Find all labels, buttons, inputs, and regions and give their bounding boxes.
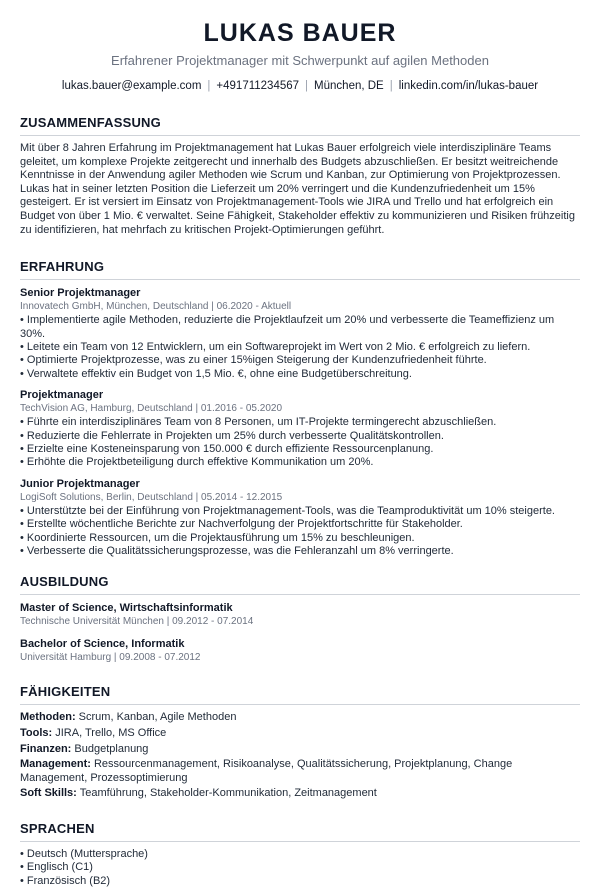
degree-title: Bachelor of Science, Informatik — [20, 638, 185, 651]
skill-label: Finanzen: — [20, 742, 72, 755]
separator: | — [207, 80, 211, 92]
job-bullets — [20, 314, 580, 381]
bullet-item: • Verwaltete effektiv ein Budget von 1,5 Mio. €, ohne eine Budgetüberschreitung. — [20, 368, 580, 381]
job-title: Junior Projektmanager — [20, 477, 140, 490]
bullet-item: • Implementierte agile Methoden, reduzierte die Projektlaufzeit um 20% und verbesserte die Teameffizienz um 30%. — [20, 314, 580, 341]
job-meta: LogiSoft Solutions, Berlin, Deutschland | 05.2014 - 12.2015 — [20, 491, 283, 503]
skills-heading: FÄHIGKEITEN — [20, 684, 580, 705]
bullet-item: • Optimierte Projektprozesse, was zu einer 15%igen Steigerung der Kundenzufriedenheit führte. — [20, 354, 580, 367]
languages-section — [20, 821, 580, 888]
summary-section — [20, 115, 580, 237]
skill-label: Tools: — [20, 727, 53, 740]
job-entry — [20, 286, 580, 381]
contact-location: München, DE — [314, 80, 384, 92]
degree-title: Master of Science, Wirtschaftsinformatik — [20, 602, 233, 615]
education-heading: AUSBILDUNG — [20, 574, 580, 595]
job-bullets — [20, 416, 580, 470]
summary-text: Mit über 8 Jahren Erfahrung im Projektmanagement hat Lukas Bauer erfolgreich viele interdisziplinäre Teams geleitet, um komplexe Projekte zeitgerecht und innerhalb des Budgets abzuschließen. Er besitzt weitreichende Kenntnisse in der Anwendung agiler Methoden wie Scrum und Kanban, zur Optimierung von Projektprozessen. Lukas hat in seiner letzten Position die Lieferzeit um 20% verringert und die Kundenzufriedenheit um 15% gesteigert. Er ist versiert im Einsatz von Projektmanagement-Tools wie JIRA und Trello und hat erfolgreich ein Budget von über 1 Mio. € verwaltet. Seine Fähigkeit, Stakeholder effektiv zu kommunizieren und Risiken frühzeitig zu identifizieren, hat mehrfach zu kritischen Projekt-Optimierungen geführt. — [20, 142, 575, 236]
bullet-item: • Führte ein interdisziplinäres Team von 8 Personen, um IT-Projekte termingerecht abzuschließen. — [20, 416, 580, 429]
language-item: • Deutsch (Muttersprache) — [20, 848, 580, 861]
job-title: Senior Projektmanager — [20, 287, 141, 300]
bullet-item: • Erzielte eine Kosteneinsparung von 150.000 € durch effiziente Ressourcenplanung. — [20, 443, 580, 456]
language-item: • Französisch (B2) — [20, 875, 580, 888]
skill-row — [20, 743, 580, 757]
experience-section — [20, 259, 580, 558]
skill-value: Ressourcenmanagement, Risikoanalyse, Qualitätssicherung, Projektplanung, Change Management, Prozessoptimierung — [20, 758, 513, 784]
job-entry — [20, 388, 580, 470]
candidate-subtitle: Erfahrener Projektmanager mit Schwerpunkt auf agilen Methoden — [111, 53, 489, 68]
bullet-item: • Unterstützte bei der Einführung von Projektmanagement-Tools, was die Teamproduktivität um 10% steigerte. — [20, 505, 580, 518]
language-list — [20, 848, 580, 888]
degree-meta: Universität Hamburg | 09.2008 - 07.2012 — [20, 652, 201, 664]
bullet-item: • Leitete ein Team von 12 Entwicklern, um ein Softwareprojekt im Wert von 2 Mio. € erfolgreich zu liefern. — [20, 341, 580, 354]
skill-value: Budgetplanung — [74, 742, 149, 755]
contact-linkedin[interactable]: linkedin.com/in/lukas-bauer — [398, 80, 539, 92]
job-entry — [20, 477, 580, 559]
skill-row — [20, 711, 580, 725]
bullet-item: • Erhöhte die Projektbeteiligung durch effektive Kommunikation um 20%. — [20, 456, 580, 469]
skill-label: Management: — [20, 758, 91, 771]
contact-phone[interactable]: +491711234567 — [216, 80, 300, 92]
language-item: • Englisch (C1) — [20, 861, 580, 874]
education-entry — [20, 637, 580, 664]
contact-line — [20, 78, 580, 94]
experience-heading: ERFAHRUNG — [20, 259, 580, 280]
skill-value: Teamführung, Stakeholder-Kommunikation, Zeitmanagement — [79, 787, 377, 800]
bullet-item: • Erstellte wöchentliche Berichte zur Nachverfolgung der Projektfortschritte für Stakeholder. — [20, 518, 580, 531]
candidate-name: LUKAS BAUER — [203, 19, 397, 47]
contact-email[interactable]: lukas.bauer@example.com — [61, 80, 202, 92]
skill-row — [20, 758, 580, 785]
separator: | — [389, 80, 393, 92]
job-meta: TechVision AG, Hamburg, Deutschland | 01.2016 - 05.2020 — [20, 403, 283, 415]
skill-label: Soft Skills: — [20, 787, 77, 800]
education-entry — [20, 601, 580, 628]
summary-heading: ZUSAMMENFASSUNG — [20, 115, 580, 136]
job-title: Projektmanager — [20, 389, 104, 402]
languages-heading: SPRACHEN — [20, 821, 580, 842]
skill-value: Scrum, Kanban, Agile Methoden — [78, 711, 237, 724]
job-meta: Innovatech GmbH, München, Deutschland | 06.2020 - Aktuell — [20, 301, 292, 313]
skill-row — [20, 787, 580, 801]
education-section — [20, 574, 580, 664]
skill-value: JIRA, Trello, MS Office — [55, 727, 167, 740]
separator: | — [305, 80, 309, 92]
skill-label: Methoden: — [20, 711, 76, 724]
skill-row — [20, 727, 580, 741]
job-bullets — [20, 505, 580, 559]
degree-meta: Technische Universität München | 09.2012 - 07.2014 — [20, 616, 254, 628]
bullet-item: • Koordinierte Ressourcen, um die Projektausführung um 15% zu beschleunigen. — [20, 532, 580, 545]
bullet-item: • Verbesserte die Qualitätssicherungsprozesse, was die Fehleranzahl um 8% verringerte. — [20, 545, 580, 558]
bullet-item: • Reduzierte die Fehlerrate in Projekten um 25% durch verbesserte Qualitätskontrollen. — [20, 430, 580, 443]
skills-section — [20, 684, 580, 801]
